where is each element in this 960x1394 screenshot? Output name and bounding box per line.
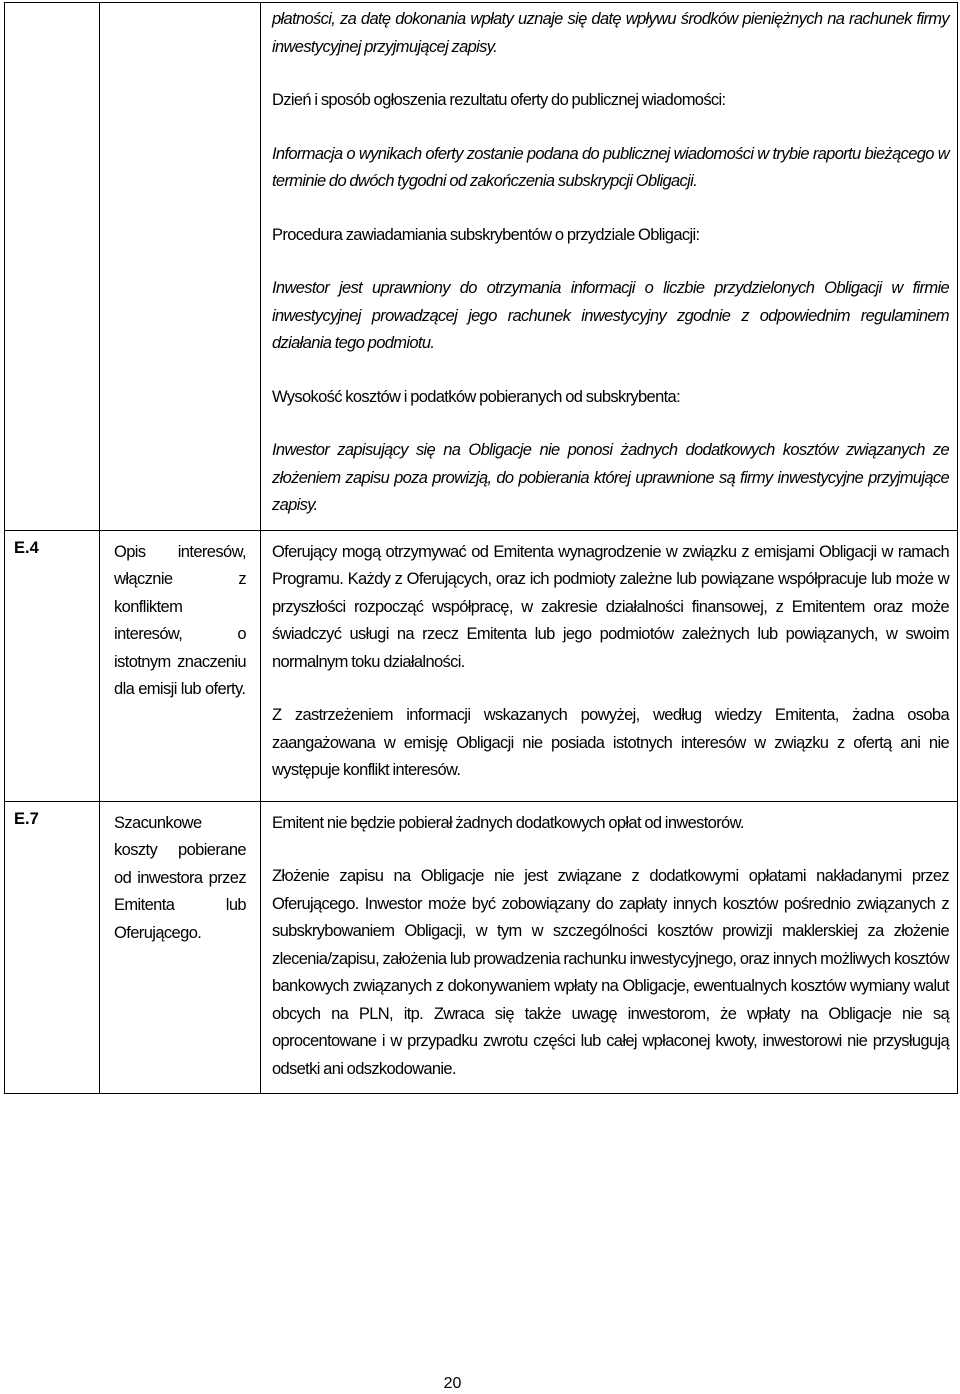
row-title-cell: Szacunkowe koszty pobierane od inwestora przez Emitenta lub Oferującego. (100, 801, 261, 1094)
allotment-notification-text: Inwestor jest uprawniony do otrzymania informacji o liczbie przydzielonych Obligacji w firmie inwestycyjnej prowadzącej jego rachunek inwestycyjny zgodnie z odpowiednim regulaminem działania tego podmiotu. (272, 279, 949, 352)
allotment-notification-heading: Procedura zawiadamiania subskrybentów o przydziale Obligacji: (272, 225, 700, 244)
row-title-cell: Opis interesów, włącznie z konfliktem interesów, o istotnym znaczeniu dla emisji lub oferty. (100, 530, 261, 801)
row-content-cell (261, 3, 958, 531)
row-title-cell (100, 3, 261, 531)
payment-date-text: płatności, za datę dokonania wpłaty uznaje się datę wpływu środków pieniężnych na rachunek firmy inwestycyjnej przyjmującej zapisy. (272, 10, 949, 56)
summary-table (4, 2, 958, 1094)
results-announcement-heading: Dzień i sposób ogłoszenia rezultatu oferty do publicznej wiadomości: (272, 91, 726, 109)
row-id-cell: E.4 (5, 530, 100, 801)
conflict-of-interest-text: Z zastrzeżeniem informacji wskazanych powyżej, według wiedzy Emitenta, żadna osoba zaangażowana w emisję Obligacji nie posiada istotnych interesów w związku z ofertą ani nie występuje konflikt interesów. (272, 706, 949, 779)
table-row (5, 3, 958, 531)
results-announcement-text: Informacja o wynikach oferty zostanie podana do publicznej wiadomości w trybie raportu bieżącego w terminie do dwóch tygodni od zakończenia subskrypcji Obligacji. (272, 144, 949, 190)
no-additional-fees-text: Emitent nie będzie pobierał żadnych dodatkowych opłat od inwestorów. (272, 813, 744, 832)
row-content-cell (261, 801, 958, 1094)
page-number: 20 (443, 1375, 462, 1392)
row-id-cell: E.7 (5, 801, 100, 1094)
table-row (5, 530, 958, 801)
row-id-cell (5, 3, 100, 531)
costs-taxes-text: Inwestor zapisujący się na Obligacje nie ponosi żadnych dodatkowych kosztów związanych ze złożeniem zapisu poza prowizją, do pobierania której uprawnione są firmy inwestycyjne przyjmujące zapisy. (272, 441, 949, 514)
costs-taxes-heading: Wysokość kosztów i podatków pobieranych od subskrybenta: (272, 387, 681, 406)
investor-costs-text: Złożenie zapisu na Obligacje nie jest związane z dodatkowymi opłatami nakładanymi przez Oferującego. Inwestor może być zobowiązany do zapłaty innych kosztów pośrednio związanych z subskrybowaniem Obligacji, w tym w szczególności kosztów prowizji maklerskiej za złożenie zlecenia/zapisu, założenia lub prowadzenia rachunku inwestycyjnego, oraz innych możliwych kosztów bankowych związanych z dokonywaniem wpłaty na Obligacje, ewentualnych kosztów wymiany walut obcych na PLN, itp. Zwraca się także uwagę inwestorom, że wpłaty na Obligacje nie są oprocentowane i w przypadku zwrotu części lub całej wpłaconej kwoty, inwestorowi nie przysługują odsetki ani odszkodowanie. (272, 867, 949, 1078)
table-row (5, 801, 958, 1094)
row-content-cell (261, 530, 958, 801)
offeror-remuneration-text: Oferujący mogą otrzymywać od Emitenta wynagrodzenie w związku z emisjami Obligacji w ramach Programu. Każdy z Oferujących, oraz ich podmioty zależne lub powiązane współpracuje lub może w przyszłości rozpocząć współpracę, w zakresie działalności finansowej, z Emitentem oraz może świadczyć usługi na rzecz Emitenta lub jego podmiotów zależnych lub powiązanych, w swoim normalnym toku działalności. (272, 542, 949, 671)
